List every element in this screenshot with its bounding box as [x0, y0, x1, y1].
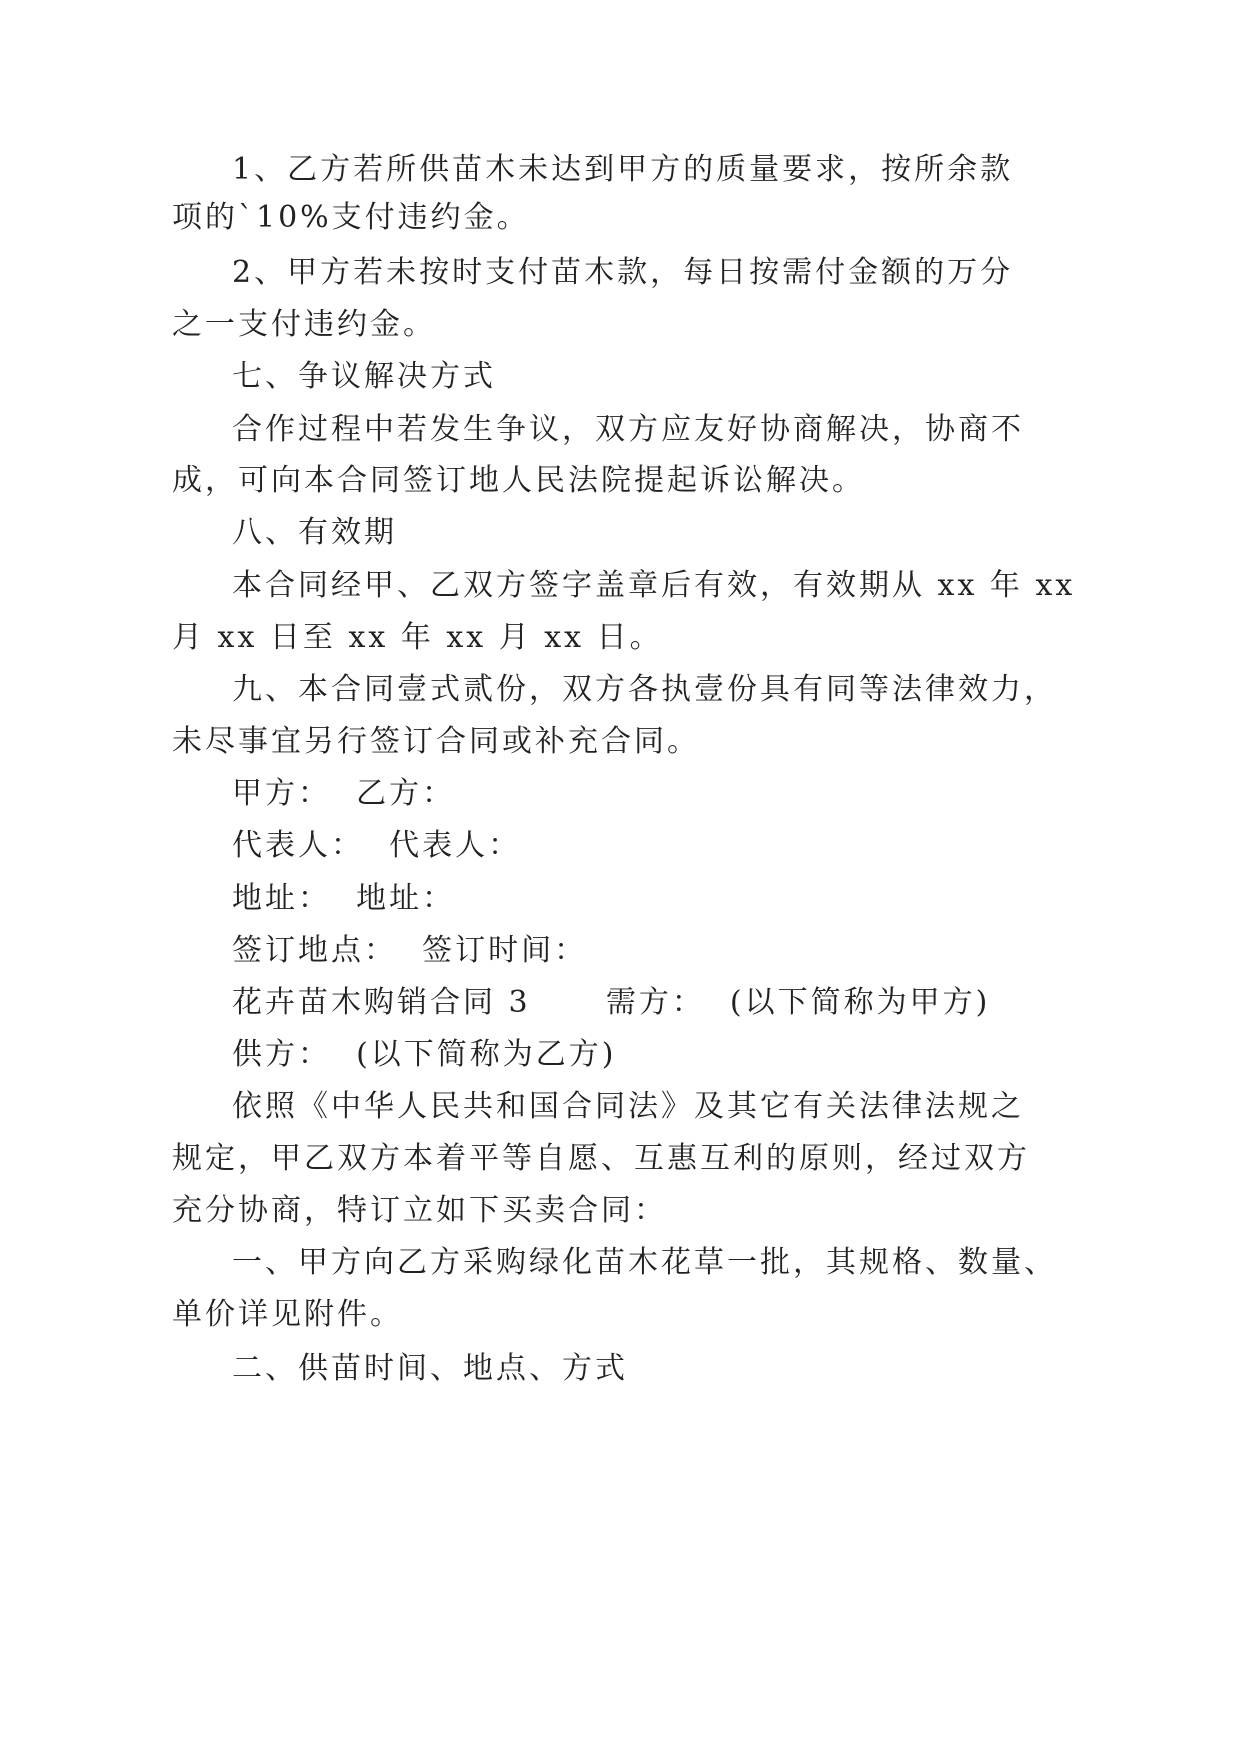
paragraph-line: 月 xx 日至 xx 年 xx 月 xx 日。	[172, 620, 663, 655]
signature-field-line: 甲方： 乙方：	[232, 776, 456, 811]
paragraph-line: 合作过程中若发生争议，双方应友好协商解决，协商不	[232, 412, 1024, 447]
paragraph-line: 依照《中华人民共和国合同法》及其它有关法律法规之	[232, 1089, 1024, 1124]
signature-field-line: 代表人： 代表人：	[232, 828, 522, 863]
paragraph-line: 本合同经甲、乙双方签字盖章后有效，有效期从 xx 年 xx	[232, 568, 1076, 603]
paragraph-line: 一、甲方向乙方采购绿化苗木花草一批，其规格、数量、	[232, 1245, 1057, 1280]
section-heading: 二、供苗时间、地点、方式	[232, 1351, 628, 1386]
paragraph-line: 规定，甲乙双方本着平等自愿、互惠互利的原则，经过双方	[172, 1141, 1030, 1176]
paragraph-line: 之一支付违约金。	[172, 307, 436, 342]
paragraph-line: 充分协商，特订立如下买卖合同：	[172, 1193, 667, 1228]
contract-title-line: 花卉苗木购销合同 3 需方： (以下简称为甲方)	[232, 985, 991, 1020]
paragraph-line: 未尽事宜另行签订合同或补充合同。	[172, 724, 700, 759]
section-heading: 八、有效期	[232, 515, 397, 550]
signature-field-line: 地址： 地址：	[232, 881, 456, 916]
paragraph-line: 九、本合同壹式贰份，双方各执壹份具有同等法律效力，	[232, 672, 1057, 707]
paragraph-line: 单价详见附件。	[172, 1297, 403, 1332]
paragraph-line: 2、甲方若未按时支付苗木款，每日按需付金额的万分	[232, 255, 1014, 290]
section-heading: 七、争议解决方式	[232, 359, 496, 394]
paragraph-line: 项的`10%支付违约金。	[172, 200, 530, 235]
signature-field-line: 签订地点： 签订时间：	[232, 933, 588, 968]
paragraph-line: 成，可向本合同签订地人民法院提起诉讼解决。	[172, 463, 865, 498]
paragraph-line: 1、乙方若所供苗木未达到甲方的质量要求，按所余款	[232, 152, 1014, 187]
paragraph-line: 供方： (以下简称为乙方)	[232, 1037, 617, 1072]
